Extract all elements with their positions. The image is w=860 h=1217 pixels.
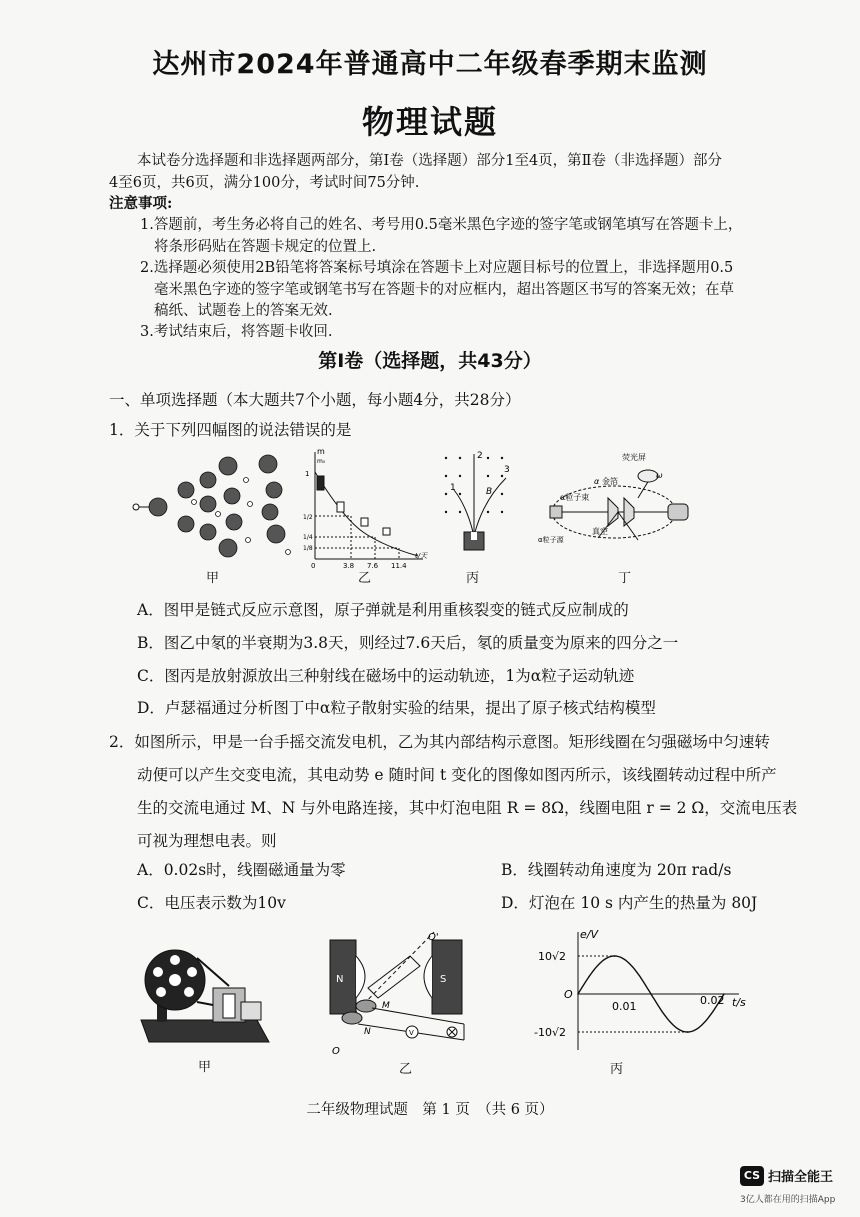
hand-generator-figure	[137, 938, 272, 1048]
exam-title: 达州市2024年普通高中二年级春季期末监测	[152, 49, 708, 80]
q1-stem: 1．关于下列四幅图的说法错误的是	[109, 421, 352, 439]
rutherford-omega: ω	[656, 471, 663, 480]
q1-option-a: A．图甲是链式反应示意图，原子弹就是利用重核裂变的链式反应制成的	[137, 601, 629, 619]
emf-data-point	[687, 1031, 689, 1033]
q1-fig-label-b: 乙	[358, 571, 372, 586]
chain-reaction-figure	[128, 452, 298, 560]
scanner-badge: CS	[740, 1166, 764, 1186]
emf-data-point	[614, 955, 616, 957]
graph-tick-y-3: 1/4	[303, 534, 313, 541]
track-label-2: 2	[477, 451, 483, 461]
graph-tick-x-3: 11.4	[391, 562, 407, 570]
rutherford-figure	[538, 448, 708, 560]
graph-tick-y-1: 1	[305, 470, 310, 478]
q1-fig-label-a: 甲	[206, 571, 220, 586]
q2-stem-line-1: 2．如图所示，甲是一台手摇交流发电机，乙为其内部结构示意图。矩形线圈在匀强磁场中匀速转	[109, 733, 770, 751]
emf-x-unit: t/s	[732, 996, 746, 1009]
emf-data-point	[577, 993, 579, 995]
graph-tick-x-0: 0	[311, 562, 316, 570]
q1-fig-label-c: 丙	[466, 571, 480, 586]
rutherford-vacuum-label: 真空	[592, 527, 608, 536]
q2-option-d: D．灯泡在 10 s 内产生的热量为 80J	[501, 894, 758, 912]
emf-chart	[534, 926, 754, 1056]
rutherford-screen-label: 荧光屏	[622, 453, 646, 462]
rutherford-foil-alpha: α	[594, 477, 600, 486]
terminal-n-label: N	[364, 1027, 371, 1037]
rutherford-beam-label: α粒子束	[560, 493, 590, 502]
note-2-line-3: 稿纸、试题卷上的答案无效.	[154, 303, 333, 319]
q2-fig-label-a: 甲	[198, 1060, 212, 1075]
emf-origin-label: O	[564, 988, 573, 1001]
graph-tick-x-2: 7.6	[367, 562, 379, 570]
q2-fig-label-c: 丙	[610, 1062, 624, 1077]
axis-bottom-label: O	[332, 1046, 340, 1056]
note-1-line-2: 将条形码贴在答题卡规定的位置上.	[154, 239, 377, 255]
rutherford-source-label: α粒子源	[538, 536, 564, 544]
graph-y-label-bottom: m₀	[317, 458, 326, 465]
axis-top-label: O'	[428, 932, 439, 943]
q2-stem-line-4: 可视为理想电表。则	[137, 832, 277, 850]
generator-structure-figure	[324, 926, 474, 1056]
rutherford-foil-label: 金箔	[602, 477, 618, 486]
notes-heading: 注意事项:	[109, 195, 173, 212]
note-2-line-2: 毫米黑色字迹的签字笔或钢笔书写在答题卡的对应框内，超出答题区书写的答案无效；在草	[154, 282, 734, 298]
graph-tick-x-1: 3.8	[343, 562, 355, 570]
q1-option-d: D．卢瑟福通过分析图丁中α粒子散射实验的结果，提出了原子核式结构模型	[137, 699, 656, 717]
note-1-line-1: 1.答题前，考生务必将自己的姓名、考号用0.5毫米黑色字迹的签字笔或钢笔填写在答题卡上，	[140, 217, 743, 233]
q1-option-b: B．图乙中氡的半衰期为3.8天，则经过7.6天后，氡的质量变为原来的四分之一	[137, 634, 679, 652]
track-label-1: 1	[450, 483, 456, 493]
graph-x-unit: t/天	[415, 552, 428, 560]
q1-option-c: C．图丙是放射源放出三种射线在磁场中的运动轨迹，1为α粒子运动轨迹	[137, 667, 635, 685]
voltmeter-label: V	[409, 1029, 414, 1037]
intro-line-2: 4至6页，共6页，满分100分，考试时间75分钟.	[109, 175, 420, 191]
q2-option-c: C．电压表示数为10v	[137, 894, 286, 912]
graph-tick-y-4: 1/8	[303, 545, 313, 552]
pole-s-label: S	[440, 974, 447, 985]
emf-x-tick-2: 0.02	[700, 994, 725, 1007]
terminal-m-label: M	[382, 1001, 390, 1011]
graph-tick-y-2: 1/2	[303, 514, 313, 521]
q2-option-a: A．0.02s时，线圈磁通量为零	[137, 861, 346, 879]
track-label-3: 3	[504, 465, 510, 475]
q2-stem-line-2: 动便可以产生交变电流，其电动势 e 随时间 t 变化的图像如图丙所示，该线圈转动过程中所产	[137, 766, 777, 784]
q2-stem-line-3: 生的交流电通过 M、N 与外电路连接，其中灯泡电阻 R = 8Ω，线圈电阻 r = 2 Ω，交流电压表	[137, 799, 798, 817]
pole-n-label: N	[336, 974, 344, 985]
page-footer: 二年级物理试题 第 1 页 （共 6 页）	[306, 1102, 554, 1118]
track-field-label: B	[486, 487, 493, 497]
part-heading: 一、单项选择题（本大题共7个小题，每小题4分，共28分）	[109, 391, 521, 409]
emf-x-tick-1: 0.01	[612, 1000, 637, 1013]
decay-graph-figure	[303, 446, 433, 571]
note-2-line-1: 2.选择题必须使用2B铅笔将答案标号填涂在答题卡上对应题目标号的位置上，非选择题用0.5	[140, 260, 734, 276]
scanner-logo	[740, 1165, 833, 1186]
note-3: 3.考试结束后，将答题卡收回.	[140, 324, 333, 340]
graph-y-label-top: m	[317, 447, 325, 456]
subject-title: 物理试题	[361, 103, 498, 141]
q1-fig-label-d: 丁	[618, 571, 632, 586]
emf-y-unit: e/V	[580, 928, 598, 941]
scanner-brand: 扫描全能王	[768, 1170, 834, 1185]
q2-fig-label-b: 乙	[399, 1062, 413, 1077]
emf-y-max-label: 10√2	[538, 950, 567, 963]
emf-data-point	[650, 993, 652, 995]
section-title: 第Ⅰ卷（选择题，共43分）	[318, 350, 542, 372]
emf-y-min-label: -10√2	[534, 1026, 566, 1039]
q2-option-b: B．线圈转动角速度为 20π rad/s	[501, 861, 732, 879]
scanner-tagline: 3亿人都在用的扫描App	[740, 1195, 836, 1205]
radiation-tracks-figure	[438, 450, 518, 558]
intro-line-1: 本试卷分选择题和非选择题两部分，第Ⅰ卷（选择题）部分1至4页，第Ⅱ卷（非选择题）部分	[137, 153, 723, 169]
